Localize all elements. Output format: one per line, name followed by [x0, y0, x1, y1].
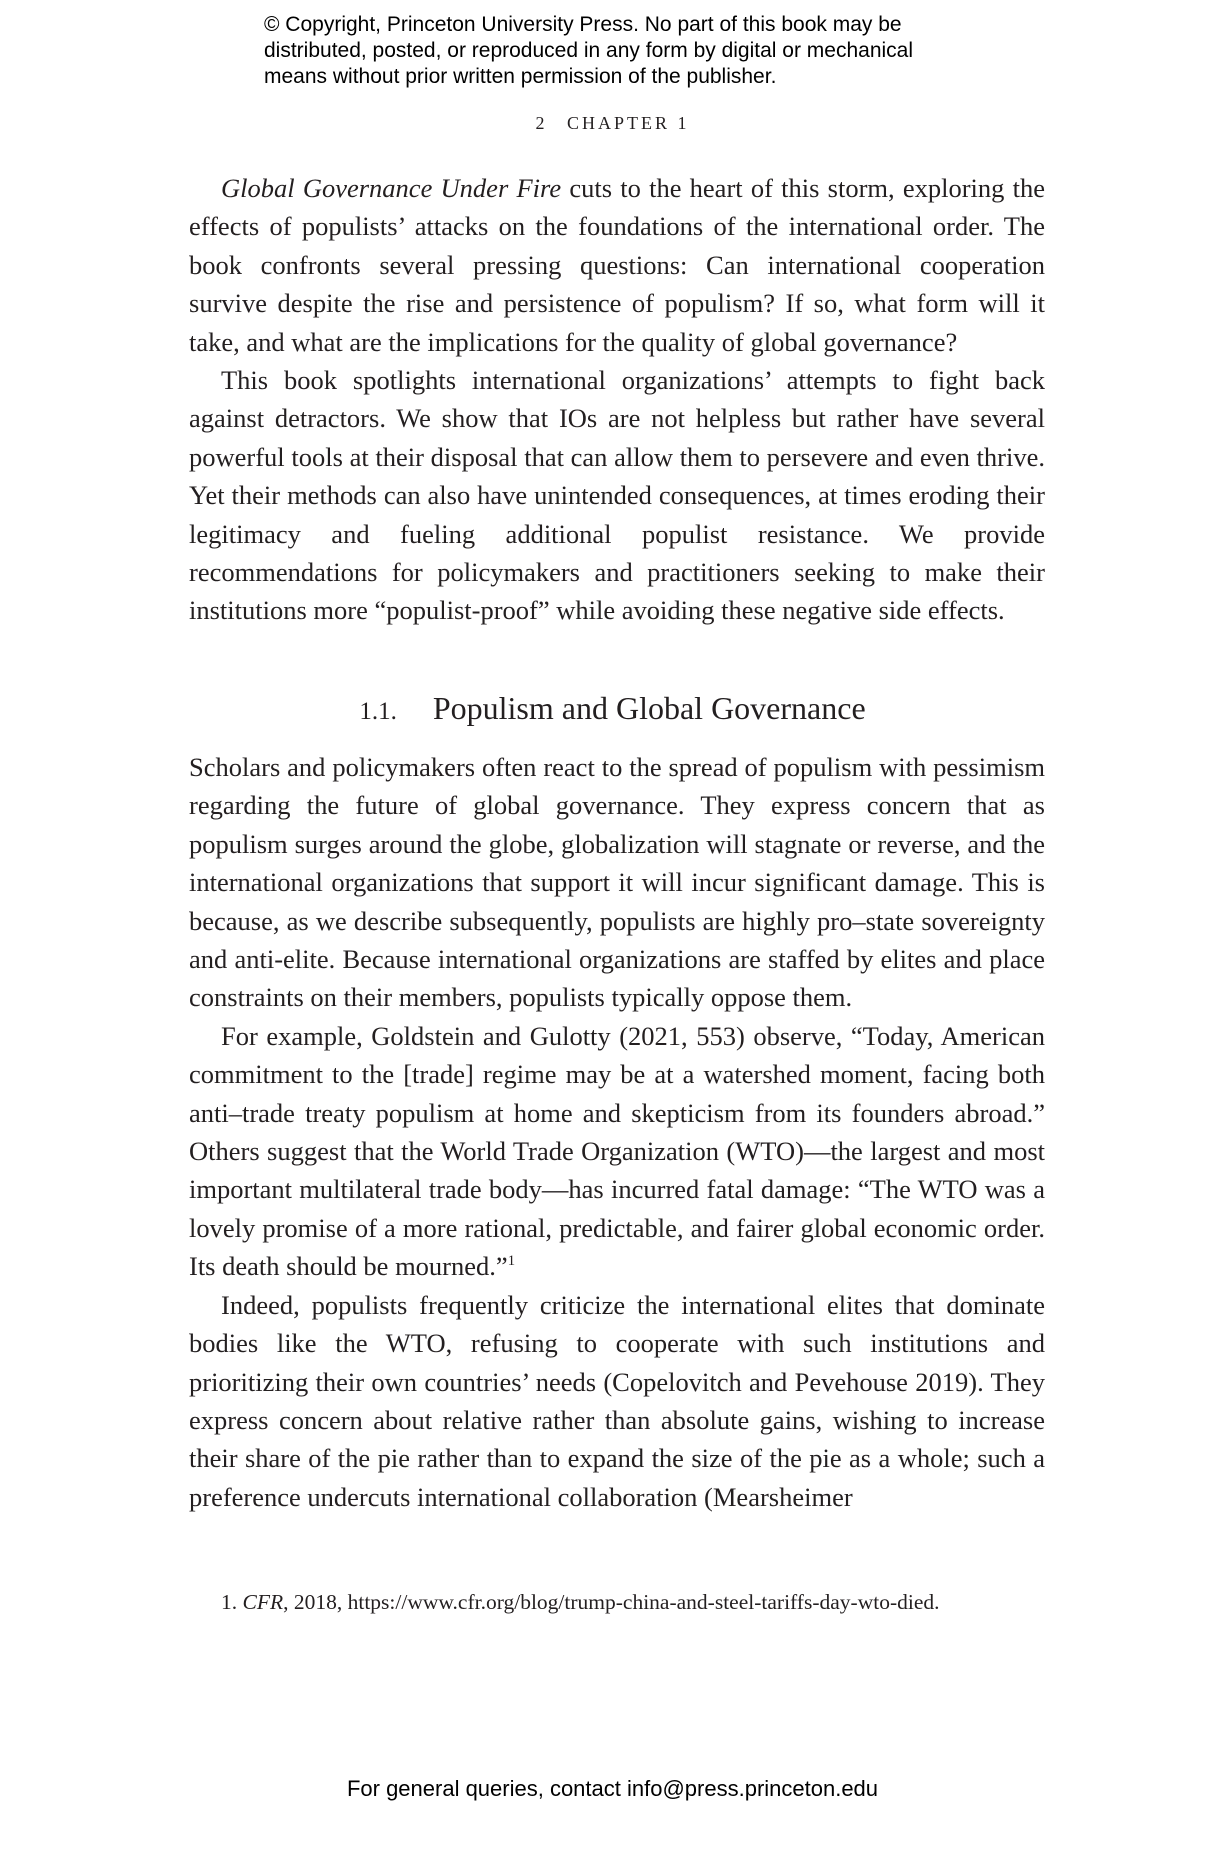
- copyright-line: distributed, posted, or reproduced in any form by digital or mechanical: [264, 39, 914, 62]
- intro-text: [189, 169, 1045, 630]
- chapter-label: CHAPTER 1: [566, 113, 690, 133]
- footnote-text: , 2018, https://www.cfr.org/blog/trump-china-and-steel-tariffs-day-wto-died.: [283, 1590, 940, 1614]
- running-head: [0, 113, 1225, 134]
- copyright-line: © Copyright, Princeton University Press. No part of this book may be: [264, 13, 902, 36]
- paragraph: [189, 169, 1045, 361]
- section-number: 1.1.: [359, 698, 397, 725]
- paragraph: Scholars and policymakers often react to the spread of populism with pessimism regarding the future of global governance. They express concern that as populism surges around the globe, globalization will stagnate or reverse, and the international organizations that support it will incur significant damage. This is because, as we describe subsequently, populists are highly pro–state sovereignty and anti-elite. Because international organizations are staffed by elites and place constraints on their members, populists typically oppose them.: [189, 752, 1045, 1013]
- copyright-line: means without prior written permission of the publisher.: [264, 65, 777, 88]
- section-body: [189, 748, 1045, 1516]
- paragraph: This book spotlights international organizations’ attempts to fight back against detractors. We show that IOs are not helpless but rather have several powerful tools at their disposal that can allow them to persevere and even thrive. Yet their methods can also have unintended consequences, at times eroding their legitimacy and fueling additional populist resistance. We provide recommendations for policymakers and practitioners seeking to make their institutions more “populist-proof” while avoiding these negative side effects.: [189, 365, 1045, 626]
- paragraph-text: For example, Goldstein and Gulotty (2021, 553) observe, “Today, American commitment to the [trade] regime may be at a watershed moment, facing both anti–trade treaty populism at home and skepticism from its founders abroad.” Others suggest that the World Trade Organization (WTO)—the largest and most important multilateral trade body—has incurred fatal damage: “The WTO was a lovely promise of a more rational, predictable, and fairer global economic order. Its death should be mourned.”: [189, 1020, 1045, 1282]
- page-number: 2: [535, 113, 548, 133]
- contact-note: For general queries, contact info@press.princeton.edu: [346, 1776, 879, 1801]
- paragraph-text: cuts to the heart of this storm, exploring the effects of populists’ attacks on the foundations of the international order. The book confronts several pressing questions: Can international cooperation survive despite the rise and persistence of populism? If so, what form will it take, and what are the implications for the quality of global governance?: [189, 173, 1046, 357]
- book-title: Global Governance Under Fire: [221, 173, 562, 203]
- footnote-ref[interactable]: 1: [507, 1253, 516, 1270]
- footnote-source: CFR: [242, 1590, 284, 1614]
- copyright-notice: [264, 12, 984, 90]
- footnote-number: 1.: [221, 1590, 238, 1614]
- section-heading: [0, 690, 1225, 727]
- paragraph: Indeed, populists frequently criticize the international elites that dominate bodies like the WTO, refusing to cooperate with such institutions and prioritizing their own countries’ needs (Copelovitch and Pevehouse 2019). They express concern about relative rather than absolute gains, wishing to increase their share of the pie rather than to expand the size of the pie as a whole; such a preference undercuts international collaboration (Mearsheimer: [189, 1289, 1045, 1512]
- paragraph: [189, 1017, 1045, 1286]
- section-title: Populism and Global Governance: [432, 690, 866, 726]
- footnote: [221, 1590, 1061, 1615]
